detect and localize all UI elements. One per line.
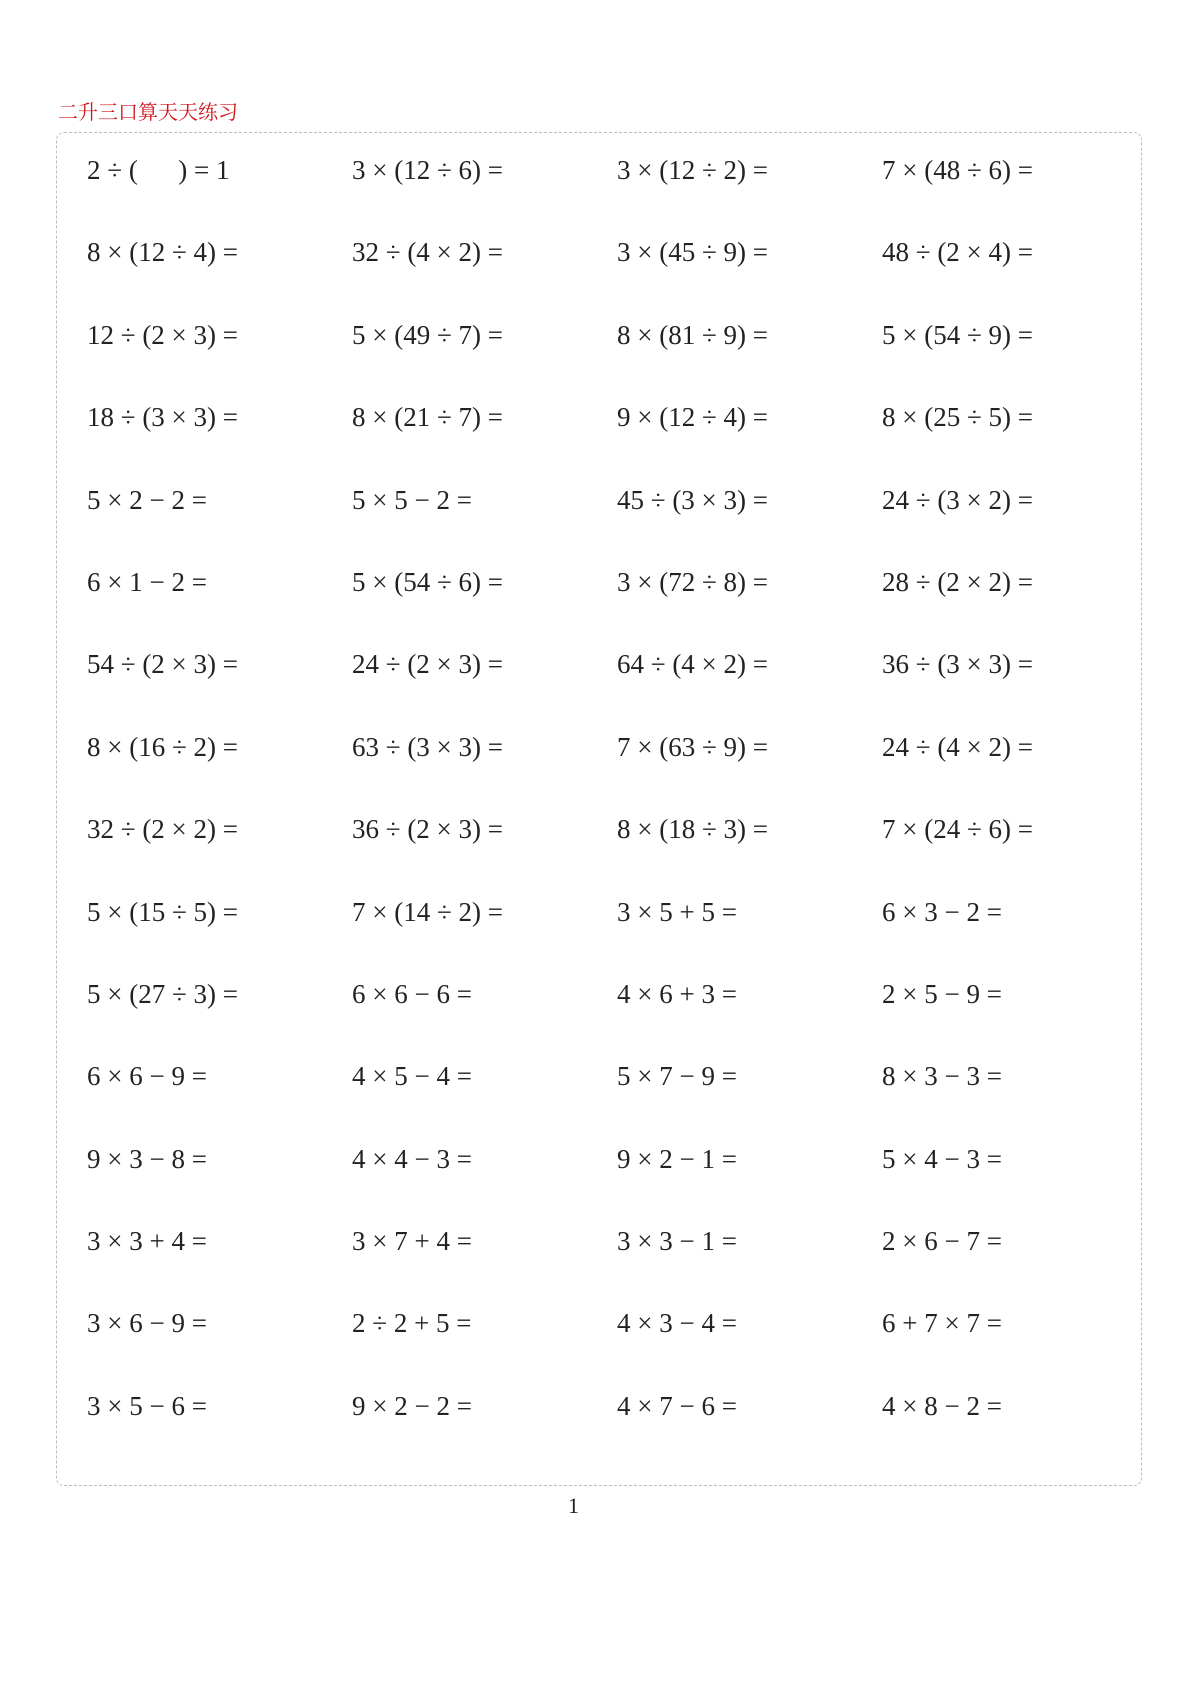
math-problem: 3 × (12 ÷ 6) = — [352, 155, 504, 185]
problem-row — [87, 397, 1147, 479]
math-problem: 3 × 6 − 9 = — [87, 1308, 207, 1339]
math-problem: 3 × (45 ÷ 9) = — [617, 237, 769, 268]
problem-row — [87, 1056, 1147, 1138]
math-problem: 32 ÷ (2 × 2) = — [87, 814, 239, 845]
math-problem: 12 ÷ (2 × 3) = — [87, 319, 239, 350]
problem-row — [87, 727, 1147, 809]
math-problem: 8 × (21 ÷ 7) = — [352, 402, 504, 433]
math-problem: 4 × 7 − 6 = — [617, 1390, 737, 1421]
math-problem: 5 × (54 ÷ 6) = — [352, 566, 504, 597]
math-problem: 3 × 5 − 6 = — [87, 1390, 207, 1421]
math-problem: 28 ÷ (2 × 2) = — [882, 566, 1034, 597]
math-problem: 9 × (12 ÷ 4) = — [617, 402, 769, 433]
problem-row — [87, 480, 1147, 562]
problem-row — [87, 644, 1147, 726]
math-problem: 8 × (18 ÷ 3) = — [617, 814, 769, 845]
problem-row — [87, 1221, 1147, 1303]
math-problem: 24 ÷ (2 × 3) = — [352, 649, 504, 680]
math-problem: 7 × (48 ÷ 6) = — [882, 155, 1034, 185]
math-problem: 2 ÷ 2 + 5 = — [352, 1308, 472, 1339]
problem-row — [87, 1386, 1147, 1468]
problem-row — [87, 892, 1147, 974]
math-problem: 5 × (49 ÷ 7) = — [352, 319, 504, 350]
math-problem: 48 ÷ (2 × 4) = — [882, 237, 1034, 268]
math-problem: 7 × (63 ÷ 9) = — [617, 731, 769, 762]
problem-row — [87, 974, 1147, 1056]
math-problem: 3 × 5 + 5 = — [617, 896, 737, 927]
math-problem: 8 × (81 ÷ 9) = — [617, 319, 769, 350]
math-problem: 7 × (24 ÷ 6) = — [882, 814, 1034, 845]
math-problem: 3 × 3 − 1 = — [617, 1226, 737, 1257]
problem-row — [87, 315, 1147, 397]
problem-row — [87, 1303, 1147, 1385]
math-problem: 5 × 4 − 3 = — [882, 1143, 1002, 1174]
math-problem: 5 × 5 − 2 = — [352, 484, 472, 515]
math-problem: 8 × (25 ÷ 5) = — [882, 402, 1034, 433]
math-problem: 54 ÷ (2 × 3) = — [87, 649, 239, 680]
math-problem: 5 × (15 ÷ 5) = — [87, 896, 239, 927]
math-problem: 2 × 5 − 9 = — [882, 978, 1002, 1009]
math-problem: 9 × 3 − 8 = — [87, 1143, 207, 1174]
math-problem: 3 × (72 ÷ 8) = — [617, 566, 769, 597]
math-problem: 36 ÷ (2 × 3) = — [352, 814, 504, 845]
math-problem: 4 × 3 − 4 = — [617, 1308, 737, 1339]
math-problem: 6 × 6 − 9 = — [87, 1061, 207, 1092]
math-problem: 6 + 7 × 7 = — [882, 1308, 1002, 1339]
math-problem: 2 ÷ ( ) = 1 — [87, 155, 230, 185]
math-problem: 32 ÷ (4 × 2) = — [352, 237, 504, 268]
math-problem: 8 × 3 − 3 = — [882, 1061, 1002, 1092]
math-problem: 36 ÷ (3 × 3) = — [882, 649, 1034, 680]
page-number: 1 — [568, 1493, 579, 1518]
math-problem: 2 × 6 − 7 = — [882, 1226, 1002, 1257]
math-problem: 6 × 3 − 2 = — [882, 896, 1002, 927]
math-problem: 24 ÷ (3 × 2) = — [882, 484, 1034, 515]
math-problem: 63 ÷ (3 × 3) = — [352, 731, 504, 762]
math-problem: 5 × (54 ÷ 9) = — [882, 319, 1034, 350]
math-problem: 4 × 6 + 3 = — [617, 978, 737, 1009]
math-problem: 5 × 2 − 2 = — [87, 484, 207, 515]
math-problem: 24 ÷ (4 × 2) = — [882, 731, 1034, 762]
math-problem: 5 × 7 − 9 = — [617, 1061, 737, 1092]
math-problem: 8 × (16 ÷ 2) = — [87, 731, 239, 762]
math-problem: 4 × 8 − 2 = — [882, 1390, 1002, 1421]
math-problem: 3 × 7 + 4 = — [352, 1226, 472, 1257]
math-problem: 6 × 1 − 2 = — [87, 566, 207, 597]
math-problem: 9 × 2 − 2 = — [352, 1390, 472, 1421]
problem-row — [87, 809, 1147, 891]
math-problem: 3 × 3 + 4 = — [87, 1226, 207, 1257]
problem-row — [87, 232, 1147, 314]
problem-row — [87, 150, 1147, 232]
math-problem: 9 × 2 − 1 = — [617, 1143, 737, 1174]
problem-grid — [87, 150, 1147, 1468]
math-problem: 4 × 5 − 4 = — [352, 1061, 472, 1092]
problem-row — [87, 1139, 1147, 1221]
worksheet-title: 二升三口算天天练习 — [58, 100, 238, 124]
math-problem: 18 ÷ (3 × 3) = — [87, 402, 239, 433]
math-problem: 6 × 6 − 6 = — [352, 978, 472, 1009]
math-problem: 5 × (27 ÷ 3) = — [87, 978, 239, 1009]
math-problem: 7 × (14 ÷ 2) = — [352, 896, 504, 927]
math-problem: 3 × (12 ÷ 2) = — [617, 155, 769, 185]
math-problem: 4 × 4 − 3 = — [352, 1143, 472, 1174]
math-problem: 64 ÷ (4 × 2) = — [617, 649, 769, 680]
problem-row — [87, 562, 1147, 644]
math-problem: 45 ÷ (3 × 3) = — [617, 484, 769, 515]
math-problem: 8 × (12 ÷ 4) = — [87, 237, 239, 268]
